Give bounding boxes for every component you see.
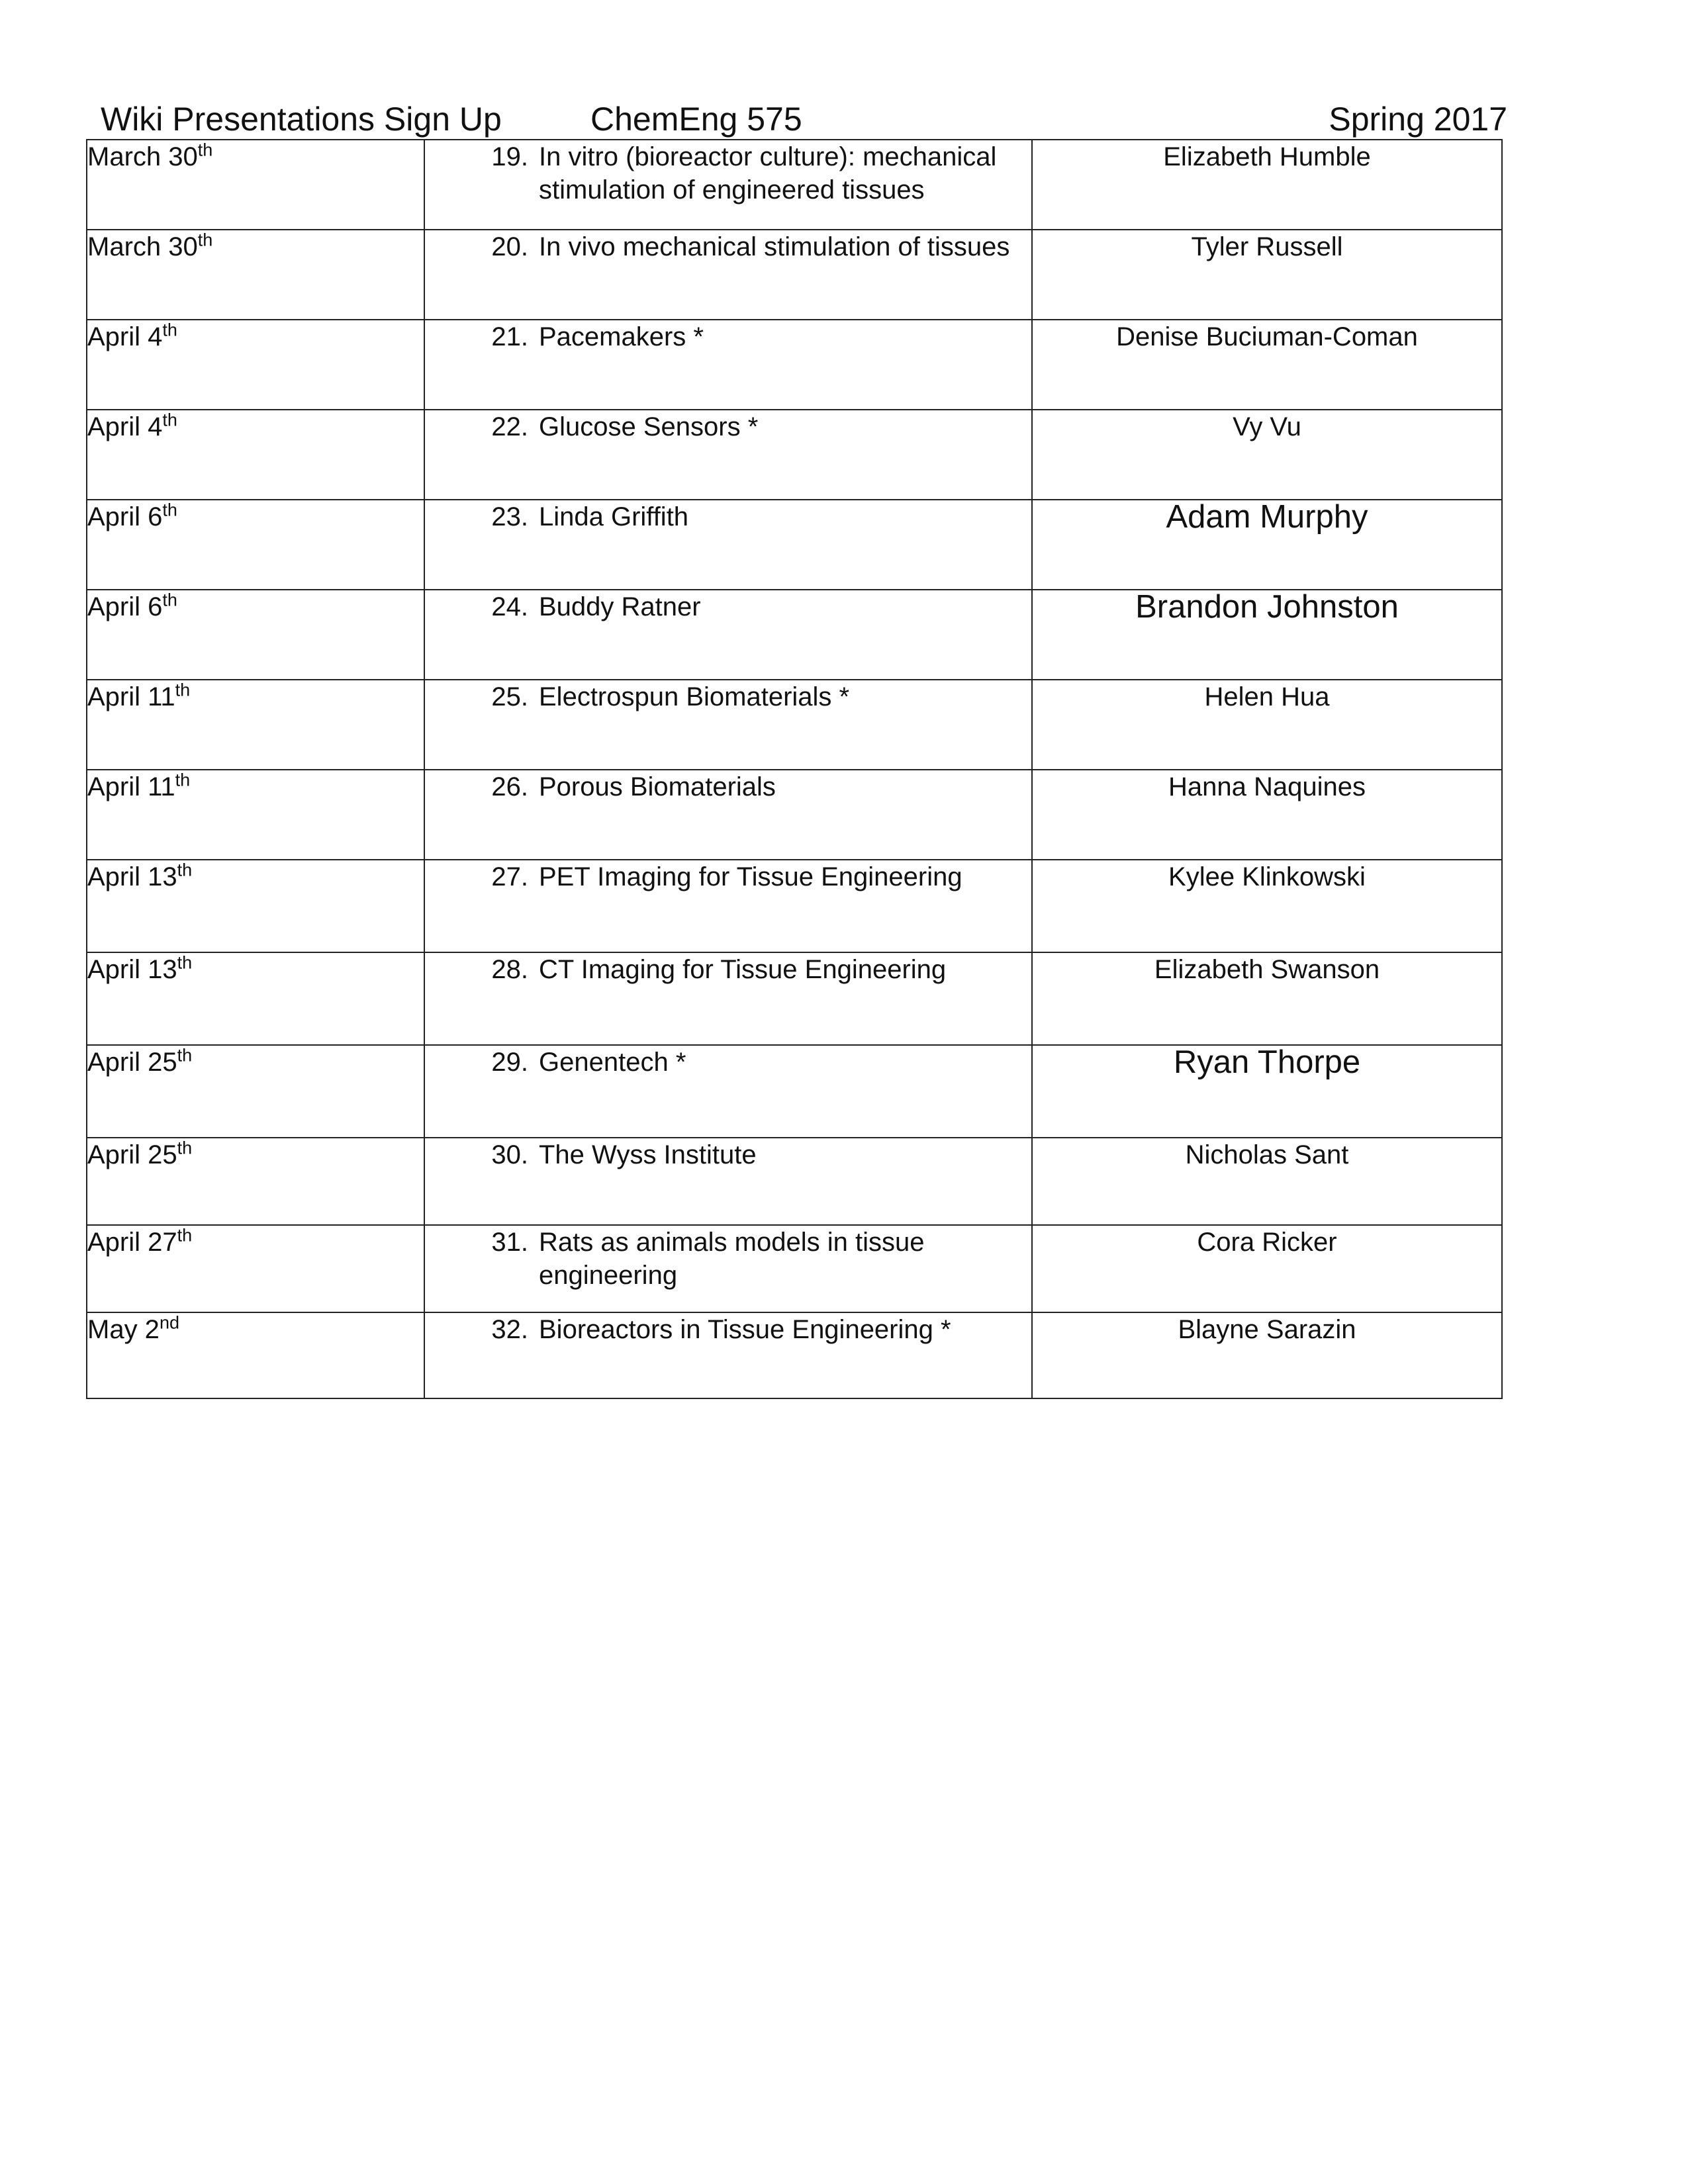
date-suffix: th [162, 320, 177, 340]
topic-text: CT Imaging for Tissue Engineering [539, 955, 947, 984]
topic-cell [424, 500, 1032, 590]
date-cell [87, 1312, 424, 1398]
topic-number: 24. [491, 592, 528, 621]
topic-text: Pacemakers * [539, 322, 704, 351]
date-text: March 30 [87, 142, 198, 171]
signup-table [86, 139, 1503, 1399]
date-suffix: th [175, 680, 191, 700]
date-text: April 27 [87, 1228, 177, 1257]
date-suffix: th [197, 140, 213, 160]
presenter-name: Elizabeth Swanson [1032, 952, 1502, 1045]
table-row [87, 952, 1502, 1045]
date-text: April 11 [87, 682, 175, 711]
document-title: Wiki Presentations Sign Up [101, 101, 502, 138]
topic-cell [424, 1045, 1032, 1138]
page-header [101, 99, 1507, 139]
topic-number: 32. [491, 1315, 528, 1344]
topic-number: 25. [491, 682, 528, 711]
date-cell [87, 680, 424, 770]
date-cell [87, 500, 424, 590]
date-text: April 25 [87, 1048, 177, 1077]
presenter-name: Elizabeth Humble [1032, 140, 1502, 230]
date-text: April 4 [87, 322, 163, 351]
date-cell [87, 952, 424, 1045]
presenter-name: Nicholas Sant [1032, 1138, 1502, 1225]
topic-cell [424, 680, 1032, 770]
date-cell [87, 1225, 424, 1312]
date-text: April 6 [87, 592, 163, 621]
table-row [87, 320, 1502, 410]
topic-text: Glucose Sensors * [539, 412, 759, 441]
topic-cell [424, 1225, 1032, 1312]
topic-text: Rats as animals models in tissue engineering [539, 1228, 925, 1290]
date-cell [87, 1045, 424, 1138]
date-suffix: th [175, 770, 191, 790]
table-row [87, 230, 1502, 320]
date-suffix: th [177, 1225, 193, 1246]
presenter-name: Cora Ricker [1032, 1225, 1502, 1312]
date-suffix: nd [159, 1312, 179, 1333]
table-row [87, 1225, 1502, 1312]
presenter-name: Ryan Thorpe [1032, 1045, 1502, 1138]
topic-text: Linda Griffith [539, 502, 689, 531]
presenter-name: Tyler Russell [1032, 230, 1502, 320]
topic-cell [424, 410, 1032, 500]
date-text: March 30 [87, 232, 198, 261]
date-suffix: th [162, 410, 177, 430]
presenter-name: Brandon Johnston [1032, 590, 1502, 680]
presenter-name: Vy Vu [1032, 410, 1502, 500]
table-row [87, 590, 1502, 680]
date-suffix: th [177, 1138, 193, 1158]
presenter-name: Kylee Klinkowski [1032, 860, 1502, 952]
topic-number: 31. [491, 1228, 528, 1257]
topic-number: 21. [491, 322, 528, 351]
table-row [87, 1138, 1502, 1225]
topic-number: 22. [491, 412, 528, 441]
topic-cell [424, 320, 1032, 410]
table-row [87, 1045, 1502, 1138]
topic-cell [424, 770, 1032, 860]
presenter-name: Blayne Sarazin [1032, 1312, 1502, 1398]
topic-number: 30. [491, 1140, 528, 1169]
topic-text: In vivo mechanical stimulation of tissues [539, 232, 1010, 261]
table-row [87, 680, 1502, 770]
date-suffix: th [177, 1045, 193, 1066]
table-row [87, 140, 1502, 230]
table-row [87, 410, 1502, 500]
date-cell [87, 320, 424, 410]
date-suffix: th [177, 952, 193, 973]
topic-text: Electrospun Biomaterials * [539, 682, 850, 711]
topic-number: 20. [491, 232, 528, 261]
topic-text: In vitro (bioreactor culture): mechanical stimulation of engineered tissues [539, 142, 997, 205]
topic-number: 28. [491, 955, 528, 984]
topic-cell [424, 860, 1032, 952]
topic-text: PET Imaging for Tissue Engineering [539, 862, 962, 891]
date-suffix: th [162, 590, 177, 610]
table-row [87, 500, 1502, 590]
topic-cell [424, 1138, 1032, 1225]
date-suffix: th [162, 500, 177, 520]
date-suffix: th [177, 860, 193, 880]
date-cell [87, 140, 424, 230]
date-text: May 2 [87, 1315, 160, 1344]
topic-cell [424, 590, 1032, 680]
date-text: April 6 [87, 502, 163, 531]
date-cell [87, 1138, 424, 1225]
topic-cell [424, 140, 1032, 230]
topic-text: Porous Biomaterials [539, 772, 776, 801]
table-row [87, 860, 1502, 952]
table-row [87, 770, 1502, 860]
date-suffix: th [197, 230, 213, 250]
topic-number: 19. [491, 142, 528, 171]
presenter-name: Hanna Naquines [1032, 770, 1502, 860]
date-text: April 13 [87, 862, 177, 891]
topic-text: The Wyss Institute [539, 1140, 757, 1169]
date-text: April 11 [87, 772, 175, 801]
term-label: Spring 2017 [1329, 101, 1507, 138]
topic-cell [424, 230, 1032, 320]
topic-text: Buddy Ratner [539, 592, 701, 621]
topic-text: Bioreactors in Tissue Engineering * [539, 1315, 951, 1344]
date-cell [87, 590, 424, 680]
date-text: April 25 [87, 1140, 177, 1169]
topic-number: 27. [491, 862, 528, 891]
table-row [87, 1312, 1502, 1398]
topic-number: 29. [491, 1048, 528, 1077]
topic-number: 26. [491, 772, 528, 801]
date-text: April 13 [87, 955, 177, 984]
date-cell [87, 770, 424, 860]
date-cell [87, 860, 424, 952]
date-cell [87, 230, 424, 320]
topic-number: 23. [491, 502, 528, 531]
presenter-name: Adam Murphy [1032, 500, 1502, 590]
course-name: ChemEng 575 [590, 101, 802, 138]
date-text: April 4 [87, 412, 163, 441]
date-cell [87, 410, 424, 500]
topic-cell [424, 952, 1032, 1045]
topic-cell [424, 1312, 1032, 1398]
topic-text: Genentech * [539, 1048, 686, 1077]
presenter-name: Helen Hua [1032, 680, 1502, 770]
presenter-name: Denise Buciuman-Coman [1032, 320, 1502, 410]
